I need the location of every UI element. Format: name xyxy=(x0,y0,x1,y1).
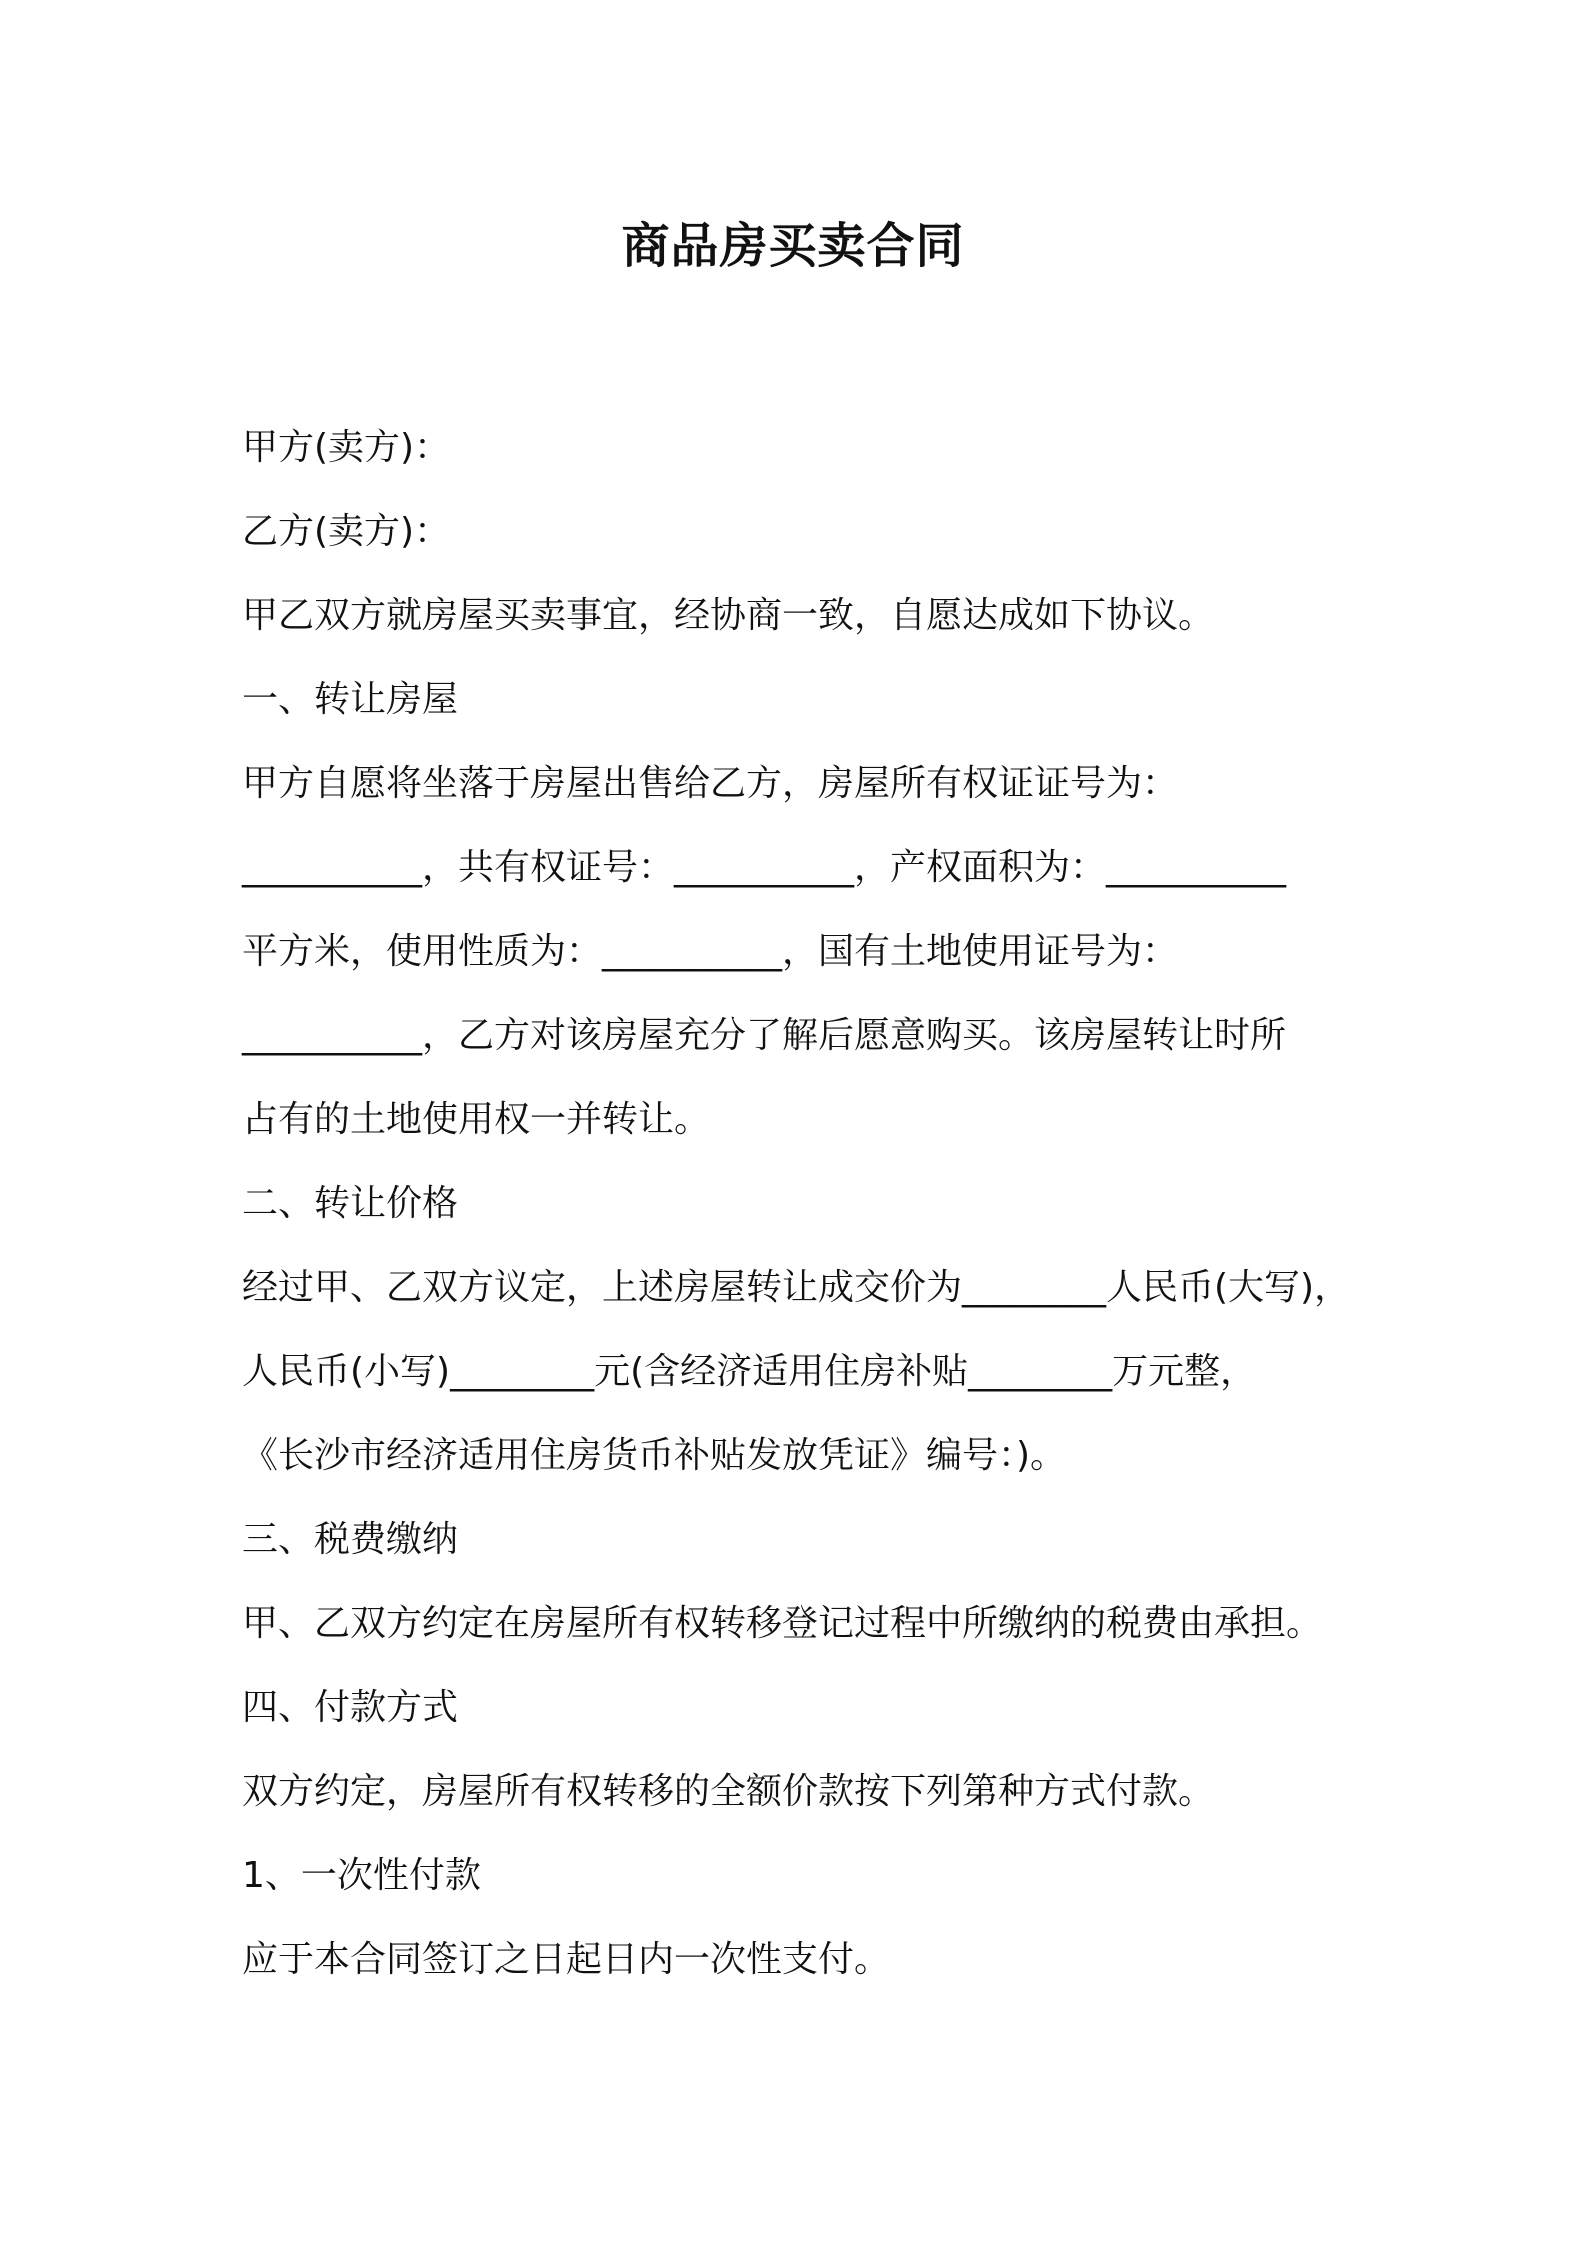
paragraph-line: 人民币(小写)________元(含经济适用住房补贴________万元整， xyxy=(242,1351,1257,1392)
paragraph-line: 甲、乙双方约定在房屋所有权转移登记过程中所缴纳的税费由承担。 xyxy=(242,1603,1323,1644)
paragraph-line: 平方米，使用性质为：__________，国有土地使用证号为： xyxy=(242,931,1179,972)
document-title: 商品房买卖合同 xyxy=(621,218,965,274)
paragraph-line: __________，乙方对该房屋充分了解后愿意购买。该房屋转让时所 xyxy=(242,1015,1287,1056)
section-heading-payment: 四、付款方式 xyxy=(242,1687,459,1728)
paragraph-line: 双方约定，房屋所有权转移的全额价款按下列第种方式付款。 xyxy=(242,1771,1215,1812)
paragraph-line: 甲方自愿将坐落于房屋出售给乙方，房屋所有权证证号为： xyxy=(242,763,1179,804)
agreement-intro: 甲乙双方就房屋买卖事宜，经协商一致，自愿达成如下协议。 xyxy=(242,595,1215,636)
paragraph-line: 经过甲、乙双方议定，上述房屋转让成交价为________人民币(大写)， xyxy=(242,1267,1351,1308)
subsection-heading-lump-sum: 1、一次性付款 xyxy=(242,1855,481,1896)
party-a-line: 甲方(卖方)： xyxy=(242,427,451,468)
document-body xyxy=(242,406,1362,2002)
paragraph-line: __________，共有权证号：__________，产权面积为：__________ xyxy=(242,847,1287,888)
section-heading-taxes: 三、税费缴纳 xyxy=(242,1519,459,1560)
paragraph-line: 占有的土地使用权一并转让。 xyxy=(242,1099,711,1140)
section-heading-transfer-house: 一、转让房屋 xyxy=(242,679,459,720)
paragraph-line: 《长沙市经济适用住房货币补贴发放凭证》编号：)。 xyxy=(242,1435,1067,1476)
section-heading-transfer-price: 二、转让价格 xyxy=(242,1183,459,1224)
paragraph-line: 应于本合同签订之日起日内一次性支付。 xyxy=(242,1939,891,1980)
party-b-line: 乙方(卖方)： xyxy=(242,511,451,552)
